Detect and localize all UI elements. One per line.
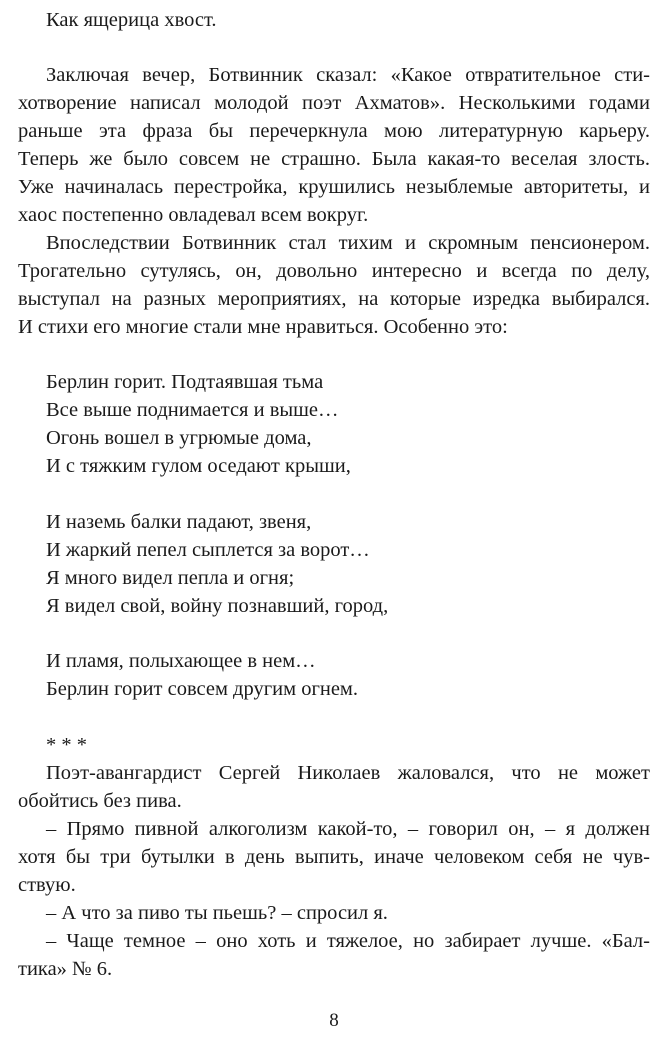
text-line: И стихи его многие стали мне нравиться. Особенно это: [18,316,508,338]
text-line: выступал на разных мероприятиях, на которые изредка выбирался. [18,288,650,310]
poem-line: И жаркий пепел сыплется за ворот… [46,539,370,561]
poem-line: И наземь балки падают, звеня, [46,511,312,533]
text-line: Уже начиналась перестройка, крушились незыблемые авторитеты, и [18,176,650,198]
poem-line: И с тяжким гулом оседают крыши, [46,455,351,477]
poem-line: Я много видел пепла и огня; [46,567,295,589]
text-line: Заключая вечер, Ботвинник сказал: «Какое отвратительное сти- [46,64,650,86]
text-line: хотворение написал молодой поэт Ахматов». Несколькими годами [18,92,650,114]
text-line: Впоследствии Ботвинник стал тихим и скромным пенсионером. [46,232,650,254]
text-line: Теперь же было совсем не страшно. Была какая-то веселая злость. [18,148,650,170]
text-line: ствую. [18,874,76,896]
poem-line: Все выше поднимается и выше… [46,399,339,421]
book-page [18,0,650,1044]
poem-line: Берлин горит. Подтаявшая тьма [46,371,324,393]
text-line: – Прямо пивной алкоголизм какой-то, – говорил он, – я должен [46,818,650,840]
poem-line: Я видел свой, войну познавший, город, [46,595,389,617]
text-line: хаос постепенно овладевал всем вокруг. [18,204,369,226]
text-line: обойтись без пива. [18,790,182,812]
text-line: – Чаще темное – оно хоть и тяжелое, но забирает лучше. «Бал- [46,930,650,952]
text-line: Трогательно сутулясь, он, довольно интересно и всегда по делу, [18,260,650,282]
text-line: Поэт-авангардист Сергей Николаев жаловался, что не может [46,762,650,784]
text-line: тика» № 6. [18,958,113,980]
section-separator: * * * [46,734,87,756]
text-line: Как ящерица хвост. [46,9,217,31]
page-number: 8 [329,1010,339,1031]
poem-line: Берлин горит совсем другим огнем. [46,678,359,700]
text-line: раньше эта фраза бы перечеркнула мою литературную карьеру. [18,120,650,142]
text-line: хотя бы три бутылки в день выпить, иначе человеком себя не чув- [18,846,650,868]
text-line: – А что за пиво ты пьешь? – спросил я. [46,902,388,924]
poem-line: И пламя, полыхающее в нем… [46,650,316,672]
poem-line: Огонь вошел в угрюмые дома, [46,427,312,449]
